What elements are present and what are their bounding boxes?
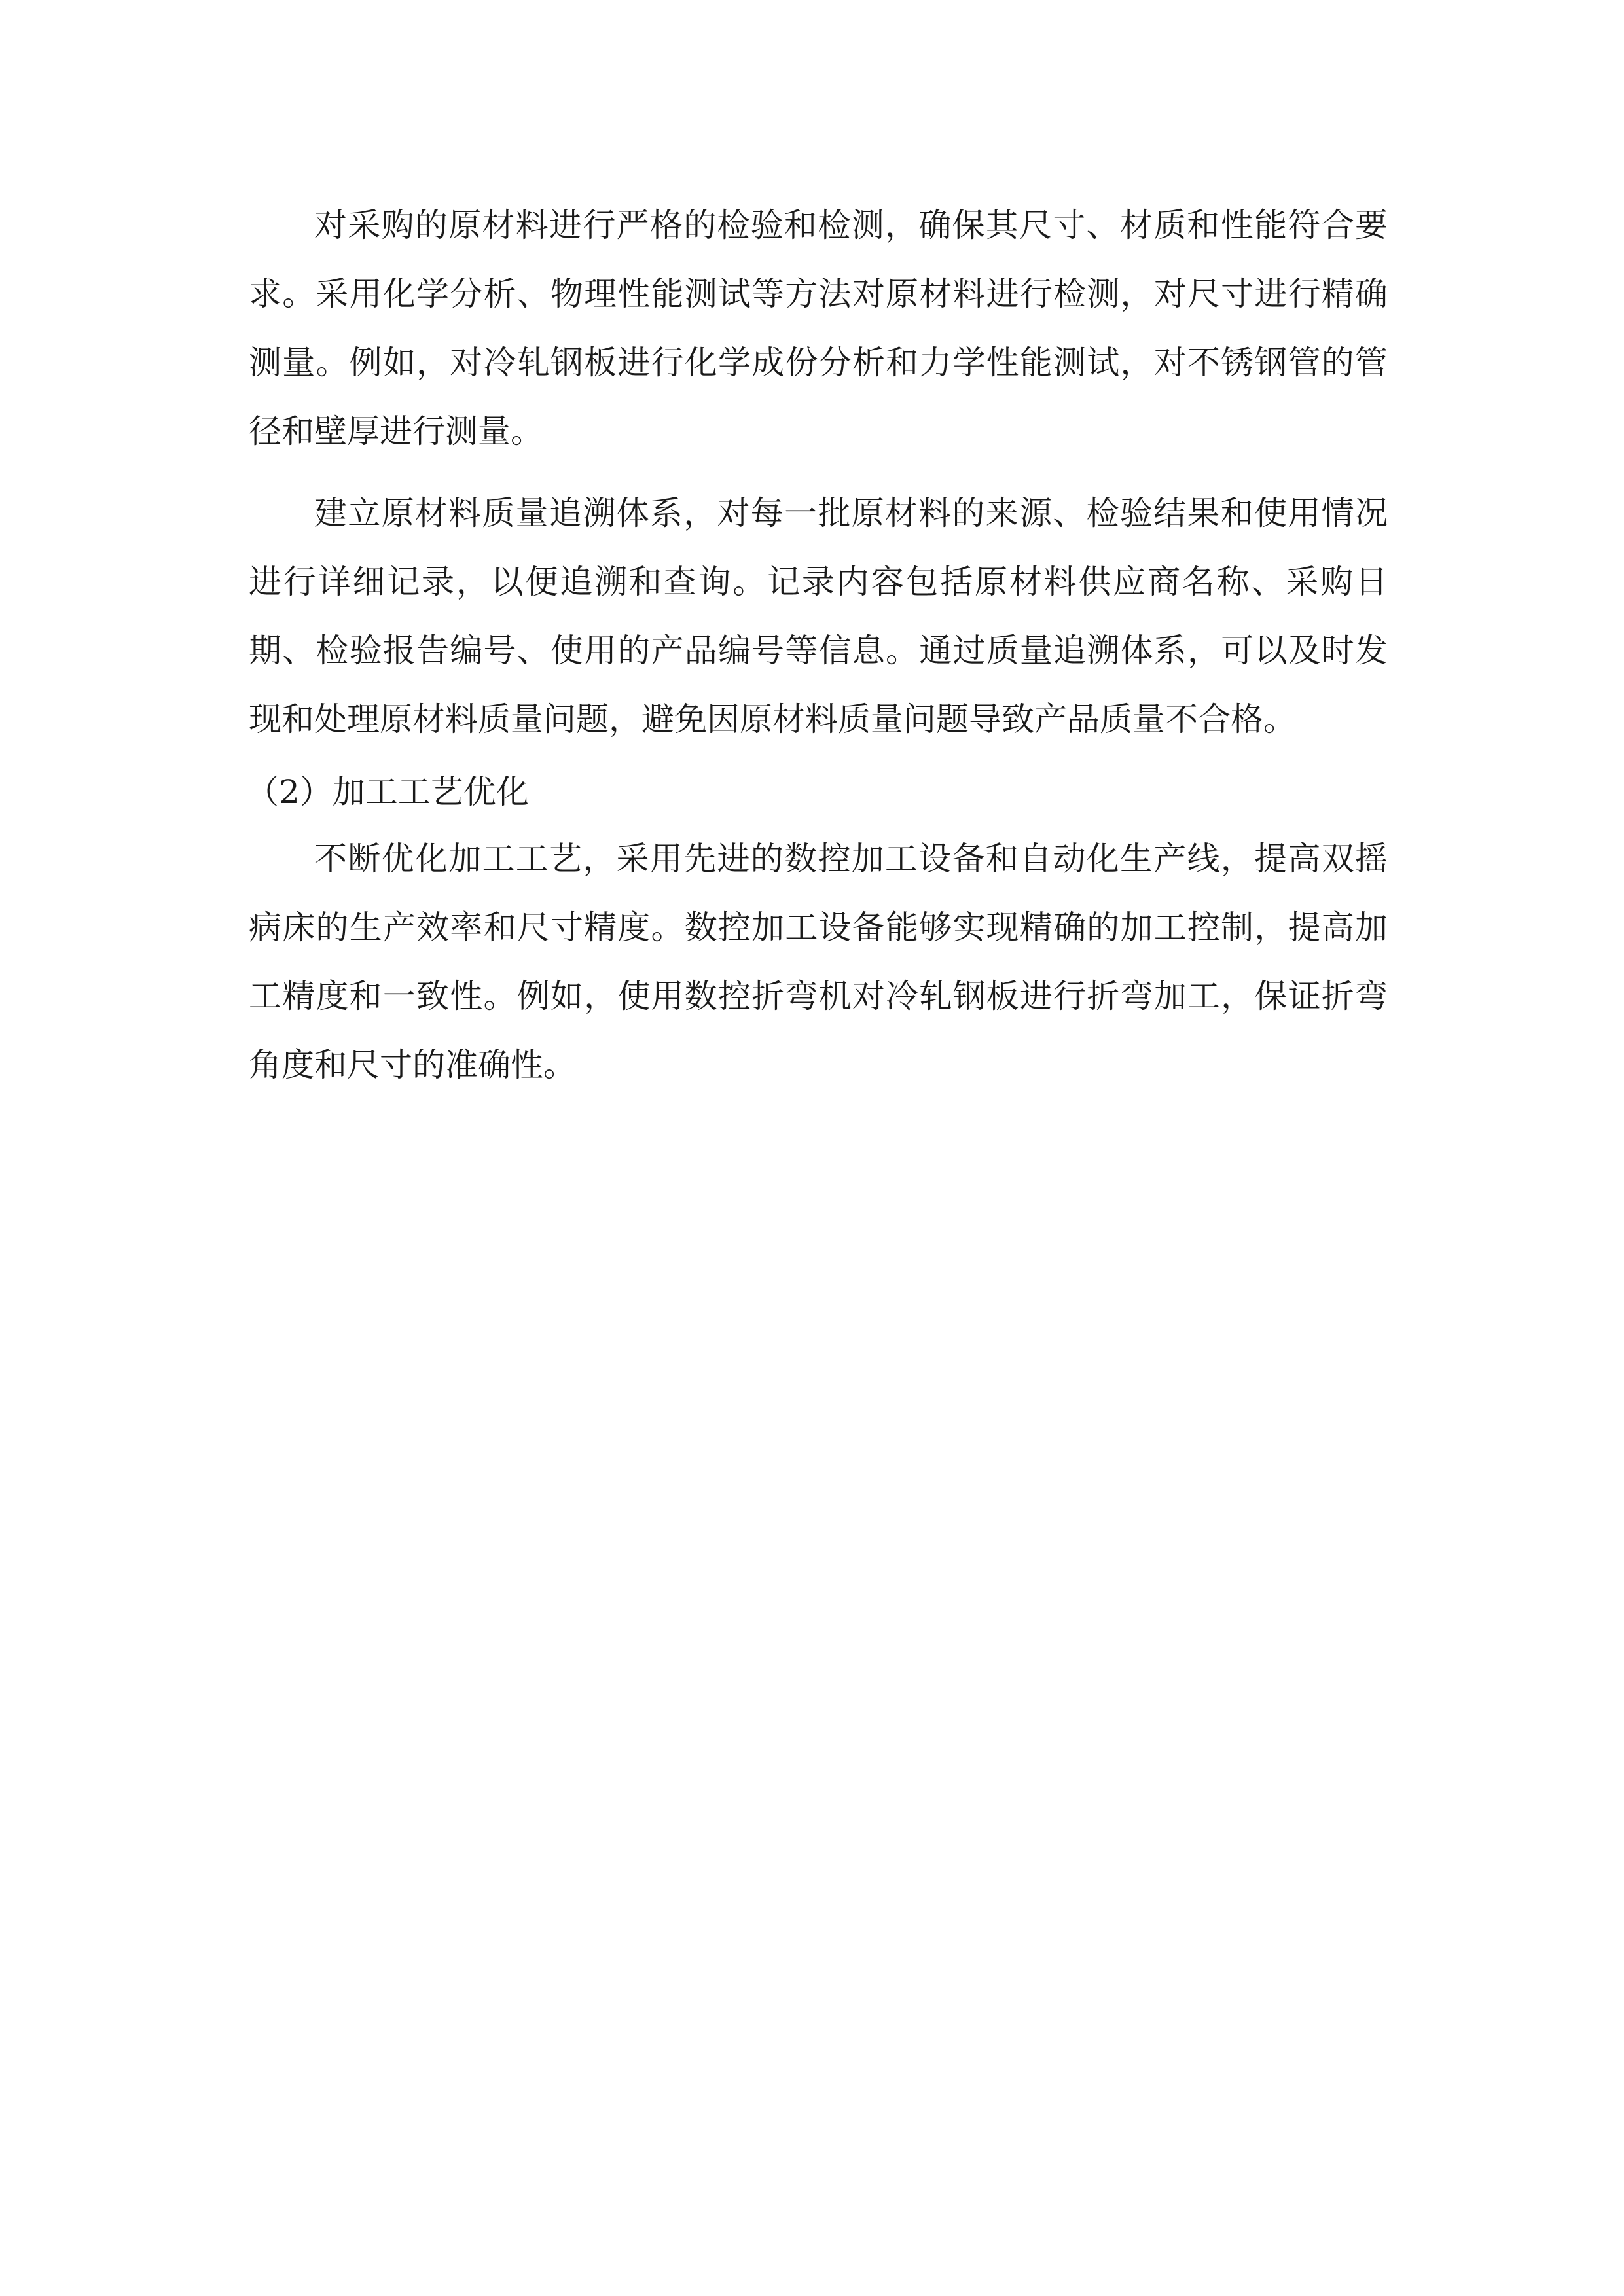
paragraph-quality-traceability: 建立原材料质量追溯体系，对每一批原材料的来源、检验结果和使用情况进行详细记录，以便追溯和查询。记录内容包括原材料供应商名称、采购日期、检验报告编号、使用的产品编号等信息。通过质量追溯体系，可以及时发现和处理原材料质量问题，避免因原材料质量问题导致产品质量不合格。 — [249, 494, 1388, 738]
document-body — [246, 191, 1388, 1100]
paragraph-material-inspection: 对采购的原材料进行严格的检验和检测，确保其尺寸、材质和性能符合要求。采用化学分析、物理性能测试等方法对原材料进行检测，对尺寸进行精确测量。例如，对冷轧钢板进行化学成份分析和力学性能测试，对不锈钢管的管径和壁厚进行测量。 — [249, 206, 1388, 450]
paragraph-process-optimization: 不断优化加工工艺，采用先进的数控加工设备和自动化生产线，提高双摇病床的生产效率和尺寸精度。数控加工设备能够实现精确的加工控制，提高加工精度和一致性。例如，使用数控折弯机对冷轧钢板进行折弯加工，保证折弯角度和尺寸的准确性。 — [249, 840, 1388, 1084]
section-heading-process-optimization: （2）加工工艺优化 — [246, 773, 529, 811]
